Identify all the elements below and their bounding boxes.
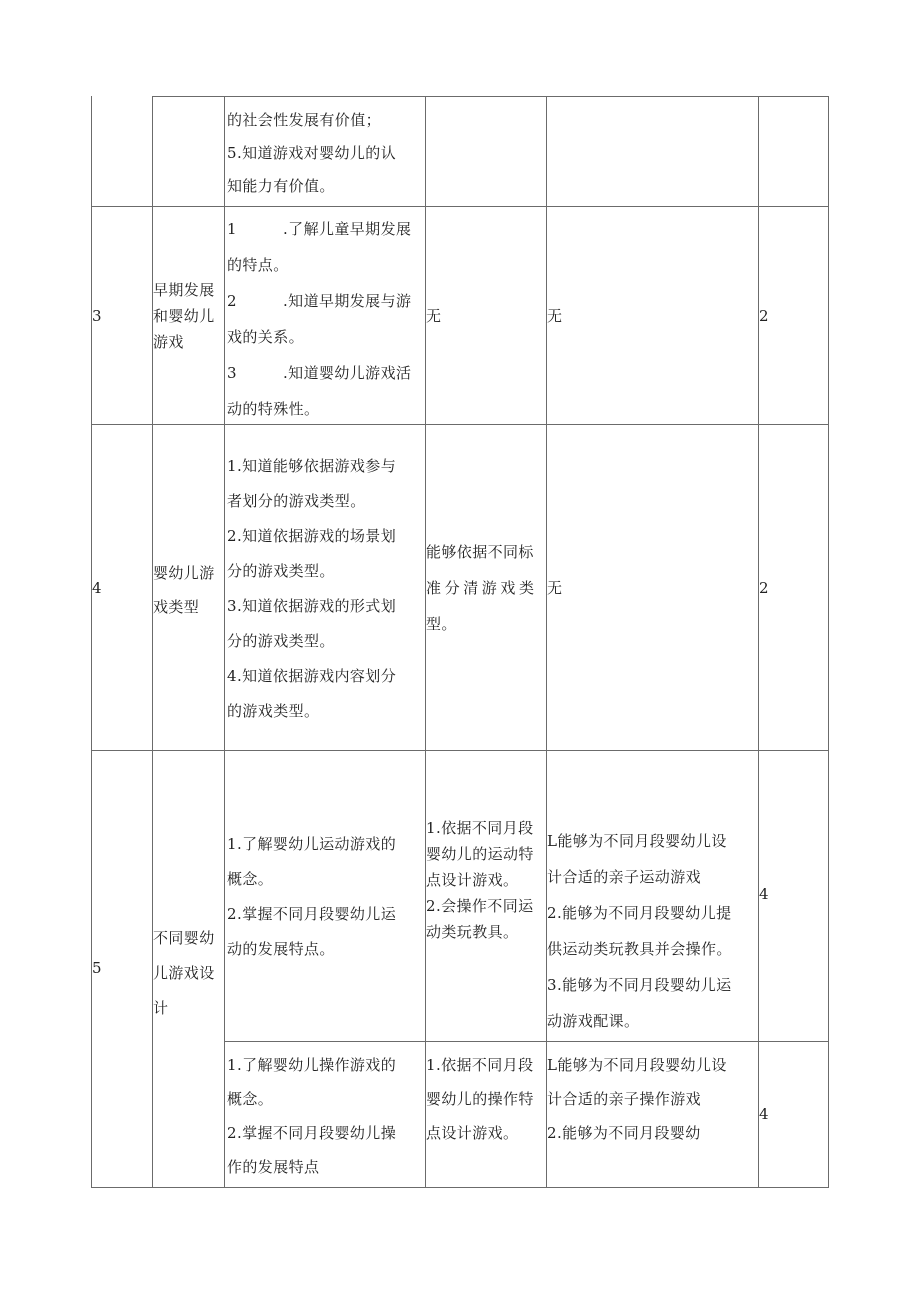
content-line xyxy=(227,288,425,314)
item-number: 1 xyxy=(227,220,237,238)
row-5-sub-2-practice xyxy=(547,1052,758,1152)
content-line: 2.掌握不同月段婴幼儿运 xyxy=(227,905,397,923)
hours-value: 4 xyxy=(759,1105,769,1123)
practice-line: 计合适的亲子运动游戏 xyxy=(547,868,702,886)
skill-line: 1.依据不同月段 xyxy=(426,1056,534,1074)
item-text: .了解儿童早期发展 xyxy=(283,220,412,238)
title-line: 早期发展 xyxy=(153,280,215,299)
row-3-practice xyxy=(547,207,758,424)
skill-line: 点设计游戏。 xyxy=(426,1124,519,1142)
content-line: 1.知道能够依据游戏参与 xyxy=(227,457,397,475)
title-line: 婴幼儿游 xyxy=(153,563,215,582)
row-4-title xyxy=(153,425,224,750)
skill-line: 婴幼儿的操作特 xyxy=(426,1090,534,1108)
item-number: 2 xyxy=(227,292,237,310)
row-5-sub-1-content xyxy=(225,831,425,971)
item-text: 的特点。 xyxy=(227,256,289,274)
row-3-title xyxy=(153,207,224,424)
item-text: .知道早期发展与游 xyxy=(283,292,412,310)
content-line: 分的游戏类型。 xyxy=(227,632,335,650)
content-line xyxy=(227,216,425,242)
content-line: 作的发展特点 xyxy=(227,1158,320,1176)
content-line: 1.了解婴幼儿运动游戏的 xyxy=(227,835,397,853)
content-line: 4.知道依据游戏内容划分 xyxy=(227,667,397,685)
row-3-number xyxy=(92,207,152,424)
practice-line: L能够为不同月段婴幼儿设 xyxy=(547,1056,727,1074)
content-line xyxy=(227,252,425,278)
content-line: 知能力有价值。 xyxy=(227,177,335,195)
content-line: 2.掌握不同月段婴幼儿操 xyxy=(227,1124,397,1142)
skill-line: 2.会操作不同运 xyxy=(426,897,534,915)
content-line: 概念。 xyxy=(227,1090,274,1108)
title-line: 计 xyxy=(153,999,169,1017)
item-text: .知道婴幼儿游戏活 xyxy=(283,364,412,382)
content-line xyxy=(227,360,425,386)
row-number: 5 xyxy=(92,959,102,977)
skill-line: 1.依据不同月段 xyxy=(426,819,534,837)
content-line: 分的游戏类型。 xyxy=(227,562,335,580)
hours-value: 2 xyxy=(759,306,769,325)
row-number: 3 xyxy=(92,306,102,325)
row-5-sub-2-content xyxy=(225,1052,425,1186)
practice-line: 无 xyxy=(547,306,563,325)
content-cell-continued xyxy=(225,107,425,206)
row-5-sub-2-skill xyxy=(426,1052,546,1152)
skill-line: 型。 xyxy=(426,614,457,633)
title-line: 戏类型 xyxy=(153,597,200,616)
row-number: 4 xyxy=(92,578,102,597)
content-line: 5.知道游戏对婴幼儿的认 xyxy=(227,144,397,162)
skill-line: 无 xyxy=(426,306,442,325)
skill-line: 能够依据不同标 xyxy=(426,542,534,561)
content-line: 的社会性发展有价值； xyxy=(227,111,382,129)
title-line: 游戏 xyxy=(153,332,184,351)
row-4-number xyxy=(92,425,152,750)
title-line: 和婴幼儿 xyxy=(153,306,215,325)
practice-line: 3.能够为不同月段婴幼儿运 xyxy=(547,976,732,994)
row-3-hours xyxy=(759,207,828,424)
row-5-sub-1-practice xyxy=(547,828,758,1038)
title-line: 儿游戏设 xyxy=(153,964,215,982)
content-line: 2.知道依据游戏的场景划 xyxy=(227,527,397,545)
row-4-content xyxy=(225,453,425,749)
row-4-hours xyxy=(759,425,828,750)
row-3-skill xyxy=(426,207,546,424)
item-number: 3 xyxy=(227,364,237,382)
practice-line: 计合适的亲子操作游戏 xyxy=(547,1090,702,1108)
practice-line: 2.能够为不同月段婴幼 xyxy=(547,1124,701,1142)
practice-line: 动游戏配课。 xyxy=(547,1012,640,1030)
row-5-sub-1-hours xyxy=(759,881,828,909)
content-line: 者划分的游戏类型。 xyxy=(227,492,366,510)
content-line: 的游戏类型。 xyxy=(227,702,320,720)
hours-value: 2 xyxy=(759,578,769,597)
row-3-content xyxy=(225,216,425,422)
content-line xyxy=(227,396,425,422)
practice-line: 2.能够为不同月段婴幼儿提 xyxy=(547,904,732,922)
content-line: 动的发展特点。 xyxy=(227,940,335,958)
skill-line: 动类玩教具。 xyxy=(426,923,519,941)
item-text: 动的特殊性。 xyxy=(227,400,320,418)
content-line: 1.了解婴幼儿操作游戏的 xyxy=(227,1056,397,1074)
practice-line: 供运动类玩教具并会操作。 xyxy=(547,940,732,958)
skill-line: 婴幼儿的运动特 xyxy=(426,845,534,863)
title-line: 不同婴幼 xyxy=(153,929,215,947)
content-line: 概念。 xyxy=(227,870,274,888)
content-line: 3.知道依据游戏的形式划 xyxy=(227,597,397,615)
skill-line: 点设计游戏。 xyxy=(426,871,519,889)
practice-line: 无 xyxy=(547,578,563,597)
hours-value: 4 xyxy=(759,885,769,903)
row-5-number xyxy=(92,751,152,1187)
row-5-sub-1-skill xyxy=(426,815,546,985)
row-5-title xyxy=(153,925,224,1035)
row-4-practice xyxy=(547,425,758,750)
item-text: 戏的关系。 xyxy=(227,328,305,346)
skill-line: 准分清游戏类 xyxy=(426,578,538,597)
practice-line: L能够为不同月段婴幼儿设 xyxy=(547,832,727,850)
content-line xyxy=(227,324,425,350)
row-5-sub-2-hours xyxy=(759,1101,828,1129)
row-4-skill xyxy=(426,425,546,750)
